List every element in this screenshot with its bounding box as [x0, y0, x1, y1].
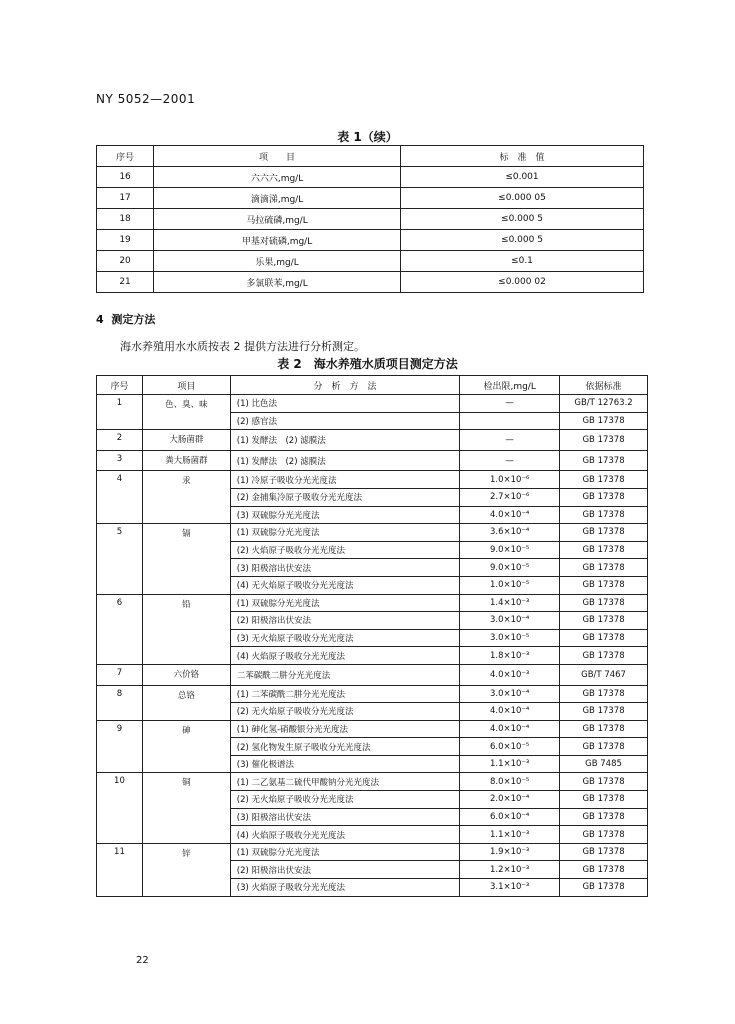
- row-detection-limit: 3.0×10⁻⁴: [460, 685, 560, 703]
- row-method: (1) 二乙氨基二硫代甲酸钠分光光度法: [230, 773, 459, 791]
- table-row: [97, 524, 648, 542]
- row-standard-value: ≤0.000 02: [400, 272, 643, 293]
- row-item: 大肠菌群: [142, 430, 230, 451]
- row-detection-limit: 4.0×10⁻³: [460, 664, 560, 685]
- table1-caption: 表 1（续）: [337, 130, 398, 144]
- row-item: 滴滴涕,mg/L: [154, 188, 401, 209]
- row-reference-standard: GB 17378: [560, 791, 648, 809]
- table1-header-item: 项 目: [154, 146, 401, 167]
- row-method: (2) 无火焰原子吸收分光光度法: [230, 703, 459, 721]
- row-item: 甲基对硫磷,mg/L: [154, 230, 401, 251]
- row-detection-limit: 2.0×10⁻⁴: [460, 791, 560, 809]
- row-item: 镉: [142, 524, 230, 594]
- row-method: (1) 二苯碳酰二肼分光光度法: [230, 685, 459, 703]
- table-row: [97, 843, 648, 861]
- row-reference-standard: GB 17378: [560, 647, 648, 665]
- row-standard-value: ≤0.000 5: [400, 230, 643, 251]
- row-method: (4) 无火焰原子吸收分光光度法: [230, 576, 459, 594]
- row-number: 1: [97, 395, 143, 430]
- row-detection-limit: 2.7×10⁻⁶: [460, 488, 560, 506]
- table1-body: [97, 167, 644, 293]
- table1-header-row: [97, 146, 644, 167]
- row-method: (2) 火焰原子吸收分光光度法: [230, 541, 459, 559]
- row-reference-standard: GB 17378: [560, 861, 648, 879]
- table1-header-standard: 标 准 值: [400, 146, 643, 167]
- row-method: (3) 火焰原子吸收分光光度法: [230, 879, 459, 897]
- row-item: 粪大肠菌群: [142, 450, 230, 471]
- row-method: (4) 火焰原子吸收分光光度法: [230, 826, 459, 844]
- row-detection-limit: —: [460, 430, 560, 451]
- row-number: 10: [97, 773, 143, 843]
- row-item: 六价铬: [142, 664, 230, 685]
- row-reference-standard: GB 17378: [560, 808, 648, 826]
- row-method: (1) 双硫腙分光光度法: [230, 843, 459, 861]
- table-row: [97, 773, 648, 791]
- table-row: [97, 209, 644, 230]
- row-detection-limit: 4.0×10⁻⁴: [460, 703, 560, 721]
- row-method: (3) 催化极谱法: [230, 755, 459, 773]
- row-method: (3) 无火焰原子吸收分光光度法: [230, 629, 459, 647]
- row-item: 汞: [142, 471, 230, 524]
- row-item: 色、臭、味: [142, 395, 230, 430]
- row-number: 18: [97, 209, 154, 230]
- row-reference-standard: GB 17378: [560, 471, 648, 489]
- row-reference-standard: GB 17378: [560, 594, 648, 612]
- row-number: 6: [97, 594, 143, 664]
- row-standard-value: ≤0.000 5: [400, 209, 643, 230]
- row-method: (4) 火焰原子吸收分光光度法: [230, 647, 459, 665]
- table2-caption: 表 2 海水养殖水质项目测定方法: [277, 357, 458, 371]
- table-row: [97, 450, 648, 471]
- row-reference-standard: GB 17378: [560, 773, 648, 791]
- row-reference-standard: GB 17378: [560, 843, 648, 861]
- row-item: 总铬: [142, 685, 230, 720]
- row-item: 砷: [142, 720, 230, 773]
- row-reference-standard: GB 7485: [560, 755, 648, 773]
- table1: [96, 145, 644, 293]
- row-number: 8: [97, 685, 143, 720]
- row-detection-limit: 3.1×10⁻³: [460, 879, 560, 897]
- page-number: 22: [136, 955, 149, 966]
- row-reference-standard: GB 17378: [560, 612, 648, 630]
- row-method: (1) 砷化氢-硝酸银分光光度法: [230, 720, 459, 738]
- row-method: (2) 金捕集冷原子吸收分光光度法: [230, 488, 459, 506]
- table2-header-limit: 检出限,mg/L: [460, 376, 560, 395]
- table-row: [97, 230, 644, 251]
- row-detection-limit: 9.0×10⁻⁵: [460, 559, 560, 577]
- row-detection-limit: 1.1×10⁻³: [460, 755, 560, 773]
- row-reference-standard: GB 17378: [560, 450, 648, 471]
- row-number: 21: [97, 272, 154, 293]
- row-detection-limit: 6.0×10⁻⁵: [460, 738, 560, 756]
- row-reference-standard: GB 17378: [560, 541, 648, 559]
- row-detection-limit: 9.0×10⁻⁵: [460, 541, 560, 559]
- table-row: [97, 471, 648, 489]
- table-row: [97, 188, 644, 209]
- row-detection-limit: 1.0×10⁻⁶: [460, 471, 560, 489]
- section-title: 测定方法: [111, 313, 156, 326]
- section-number: 4: [96, 313, 104, 326]
- row-method: 二苯碳酰二肼分光光度法: [230, 664, 459, 685]
- row-method: (2) 无火焰原子吸收分光光度法: [230, 791, 459, 809]
- table-row: [97, 664, 648, 685]
- row-method: (1) 双硫腙分光光度法: [230, 594, 459, 612]
- row-number: 17: [97, 188, 154, 209]
- row-item: 铅: [142, 594, 230, 664]
- row-detection-limit: 3.6×10⁻⁴: [460, 524, 560, 542]
- row-detection-limit: 1.8×10⁻³: [460, 647, 560, 665]
- row-reference-standard: GB 17378: [560, 629, 648, 647]
- row-method: (1) 比色法: [230, 395, 459, 413]
- table2-header-method: 分 析 方 法: [230, 376, 459, 395]
- row-item: 铜: [142, 773, 230, 843]
- row-item: 马拉硫磷,mg/L: [154, 209, 401, 230]
- table-row: [97, 167, 644, 188]
- row-detection-limit: 8.0×10⁻⁵: [460, 773, 560, 791]
- row-number: 7: [97, 664, 143, 685]
- row-number: 16: [97, 167, 154, 188]
- table-row: [97, 251, 644, 272]
- row-method: (1) 冷原子吸收分光光度法: [230, 471, 459, 489]
- row-standard-value: ≤0.1: [400, 251, 643, 272]
- row-reference-standard: GB 17378: [560, 576, 648, 594]
- row-item: 乐果,mg/L: [154, 251, 401, 272]
- table2: [96, 375, 648, 897]
- row-number: 19: [97, 230, 154, 251]
- table-row: [97, 720, 648, 738]
- row-reference-standard: GB 17378: [560, 738, 648, 756]
- row-detection-limit: 4.0×10⁻⁴: [460, 506, 560, 524]
- row-number: 4: [97, 471, 143, 524]
- row-number: 20: [97, 251, 154, 272]
- row-detection-limit: 1.1×10⁻³: [460, 826, 560, 844]
- row-number: 5: [97, 524, 143, 594]
- row-detection-limit: 3.0×10⁻⁴: [460, 612, 560, 630]
- row-reference-standard: GB 17378: [560, 703, 648, 721]
- table2-header-number: 序号: [97, 376, 143, 395]
- table1-header-number: 序号: [97, 146, 154, 167]
- table-row: [97, 685, 648, 703]
- row-method: (2) 阳极溶出伏安法: [230, 612, 459, 630]
- table-row: [97, 594, 648, 612]
- row-reference-standard: GB/T 12763.2: [560, 395, 648, 413]
- row-detection-limit: 3.0×10⁻⁵: [460, 629, 560, 647]
- row-standard-value: ≤0.000 05: [400, 188, 643, 209]
- row-method: (1) 双硫腙分光光度法: [230, 524, 459, 542]
- section-heading: [96, 311, 155, 327]
- row-reference-standard: GB 17378: [560, 412, 648, 430]
- table2-header-standard: 依据标准: [560, 376, 648, 395]
- row-reference-standard: GB 17378: [560, 720, 648, 738]
- row-reference-standard: GB 17378: [560, 685, 648, 703]
- table-row: [97, 395, 648, 413]
- row-number: 11: [97, 843, 143, 896]
- row-method: (3) 双硫腙分光光度法: [230, 506, 459, 524]
- row-detection-limit: —: [460, 395, 560, 413]
- row-detection-limit: 1.9×10⁻³: [460, 843, 560, 861]
- row-number: 2: [97, 430, 143, 451]
- row-method: (2) 感官法: [230, 412, 459, 430]
- row-method: (2) 阳极溶出伏安法: [230, 861, 459, 879]
- row-reference-standard: GB 17378: [560, 430, 648, 451]
- row-number: 9: [97, 720, 143, 773]
- row-item: 锌: [142, 843, 230, 896]
- row-detection-limit: 1.4×10⁻³: [460, 594, 560, 612]
- row-number: 3: [97, 450, 143, 471]
- row-item: 六六六,mg/L: [154, 167, 401, 188]
- row-reference-standard: GB 17378: [560, 559, 648, 577]
- row-item: 多氯联苯,mg/L: [154, 272, 401, 293]
- row-method: (1) 发酵法 (2) 滤膜法: [230, 450, 459, 471]
- row-detection-limit: 1.2×10⁻³: [460, 861, 560, 879]
- row-reference-standard: GB 17378: [560, 879, 648, 897]
- table-row: [97, 430, 648, 451]
- table2-header-row: [97, 376, 648, 395]
- row-reference-standard: GB 17378: [560, 488, 648, 506]
- row-method: (1) 发酵法 (2) 滤膜法: [230, 430, 459, 451]
- table-row: [97, 272, 644, 293]
- table2-header-item: 项目: [142, 376, 230, 395]
- document-code: NY 5052—2001: [96, 92, 196, 106]
- table2-body: [97, 395, 648, 897]
- row-standard-value: ≤0.001: [400, 167, 643, 188]
- row-method: (3) 阳极溶出伏安法: [230, 808, 459, 826]
- row-method: (3) 阳极溶出伏安法: [230, 559, 459, 577]
- row-reference-standard: GB 17378: [560, 826, 648, 844]
- section-paragraph: 海水养殖用水水质按表 2 提供方法进行分析测定。: [120, 340, 365, 353]
- row-reference-standard: GB 17378: [560, 524, 648, 542]
- row-detection-limit: 6.0×10⁻⁴: [460, 808, 560, 826]
- row-reference-standard: GB/T 7467: [560, 664, 648, 685]
- row-detection-limit: 1.0×10⁻⁵: [460, 576, 560, 594]
- row-reference-standard: GB 17378: [560, 506, 648, 524]
- row-detection-limit: 4.0×10⁻⁴: [460, 720, 560, 738]
- row-method: (2) 氢化物发生原子吸收分光光度法: [230, 738, 459, 756]
- row-detection-limit: —: [460, 450, 560, 471]
- row-detection-limit: [460, 412, 560, 430]
